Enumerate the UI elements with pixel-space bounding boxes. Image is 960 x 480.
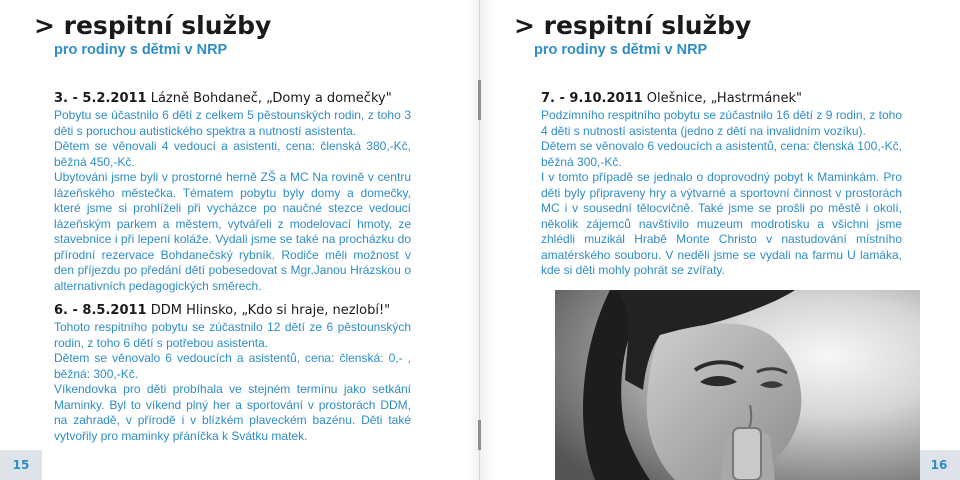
left-section-hlinsko — [54, 302, 411, 444]
gutter-tick — [478, 420, 481, 450]
right-header — [514, 10, 751, 58]
right-section-olesnice — [541, 90, 902, 279]
page-number-right: 16 — [918, 450, 960, 480]
section-paragraph: Tohoto respitního pobytu se zúčastnilo 12 dětí ze 6 pěstounských rodin, z toho 6 dětí s potřebou asistenta. — [54, 320, 411, 350]
section-paragraph: Ubytováni jsme byli v prostorné herně ZŠ a MC Na rovině v centru lázeňského městečka. Tématem pobytu byly domy a domečky, které jsme si prohlíželi při vycházce po naučné stezce vedoucí lázeňským parkem a městem, vytvářeli z modelovací hmoty, ze stavebnice i při lepení koláže. Vydali jsme se také na procházku do přírodní rezervace Bohdanečský rybník. Rodiče měli možnost v den příjezdu po předání dětí pobesedovat s Mgr.Janou Hrázskou o alternativních pedagogických směrech. — [54, 170, 411, 293]
section-place: Olešnice, „Hastrmánek" — [642, 91, 803, 106]
section-paragraph: I v tomto případě se jednalo o doprovodný pobyt k Maminkám. Pro děti byly připraveny hry a výtvarné a sportovní činnost v prostorách MC i v sousední tělocvičně. Také jsme se prošli po městě i okolí, několik zájemců navštívilo muzeum modrotisku a všichni jsme zhlédli muzikál Hrabě Monte Christo v nastudování místního amatérského souboru. V neděli jsme se vydali na farmu U lamáka, kde si děti mohly pohrát se zvířaty. — [541, 170, 902, 277]
left-header-subtitle: pro rodiny s dětmi v NRP — [54, 42, 228, 58]
section-date: 3. - 5.2.2011 — [54, 91, 147, 106]
section-paragraph: Dětem se věnovali 4 vedoucí a asistenti, cena: členská 380,-Kč, běžná 450,-Kč. — [54, 139, 411, 169]
section-paragraph: Víkendovka pro děti probíhala ve stejném termínu jako setkání Maminky. Byl to víkend plný her a sportování v prostorách DDM, na zahradě, v přírodě i v blízkém plaveckém bazénu. Děti také vytvořily pro maminky přáníčka k Svátku matek. — [54, 382, 411, 443]
section-body — [54, 320, 411, 444]
section-title — [541, 90, 902, 107]
gutter-tick — [478, 80, 481, 120]
section-place: Lázně Bohdaneč, „Domy a domečky" — [146, 91, 392, 106]
left-header — [34, 10, 271, 58]
section-paragraph: Podzimního respitního pobytu se zúčastnilo 16 dětí z 9 rodin, z toho 4 děti s nutností asistenta (jedno z dětí na invalidním vozíku). — [541, 108, 902, 138]
section-title — [54, 90, 411, 107]
page-number-left: 15 — [0, 450, 42, 480]
girl-portrait-photo — [555, 290, 920, 480]
gutter-line — [479, 0, 480, 480]
left-header-title: > respitní služby — [34, 11, 272, 40]
section-title — [54, 302, 411, 319]
section-body — [541, 108, 902, 279]
right-header-subtitle: pro rodiny s dětmi v NRP — [534, 42, 708, 58]
section-body — [54, 108, 411, 294]
right-header-title: > respitní služby — [514, 11, 752, 40]
section-date: 6. - 8.5.2011 — [54, 303, 147, 318]
section-paragraph: Dětem se věnovalo 6 vedoucích a asistentů, cena: členská 100,-Kč, běžná 300,-Kč. — [541, 139, 902, 169]
section-date: 7. - 9.10.2011 — [541, 91, 643, 106]
section-paragraph: Pobytu se účastnilo 6 dětí z celkem 5 pěstounských rodin, z toho 3 děti s poruchou autistického spektra a nutností asistenta. — [54, 108, 411, 138]
section-paragraph: Dětem se věnovalo 6 vedoucích a asistentů, cena: členská: 0,- , běžná: 300,-Kč. — [54, 351, 411, 381]
gutter-shadow — [466, 0, 494, 480]
section-place: DDM Hlinsko, „Kdo si hraje, nezlobí!" — [146, 303, 391, 318]
left-section-bohdanec — [54, 90, 411, 294]
photo-illustration-icon — [555, 290, 920, 480]
